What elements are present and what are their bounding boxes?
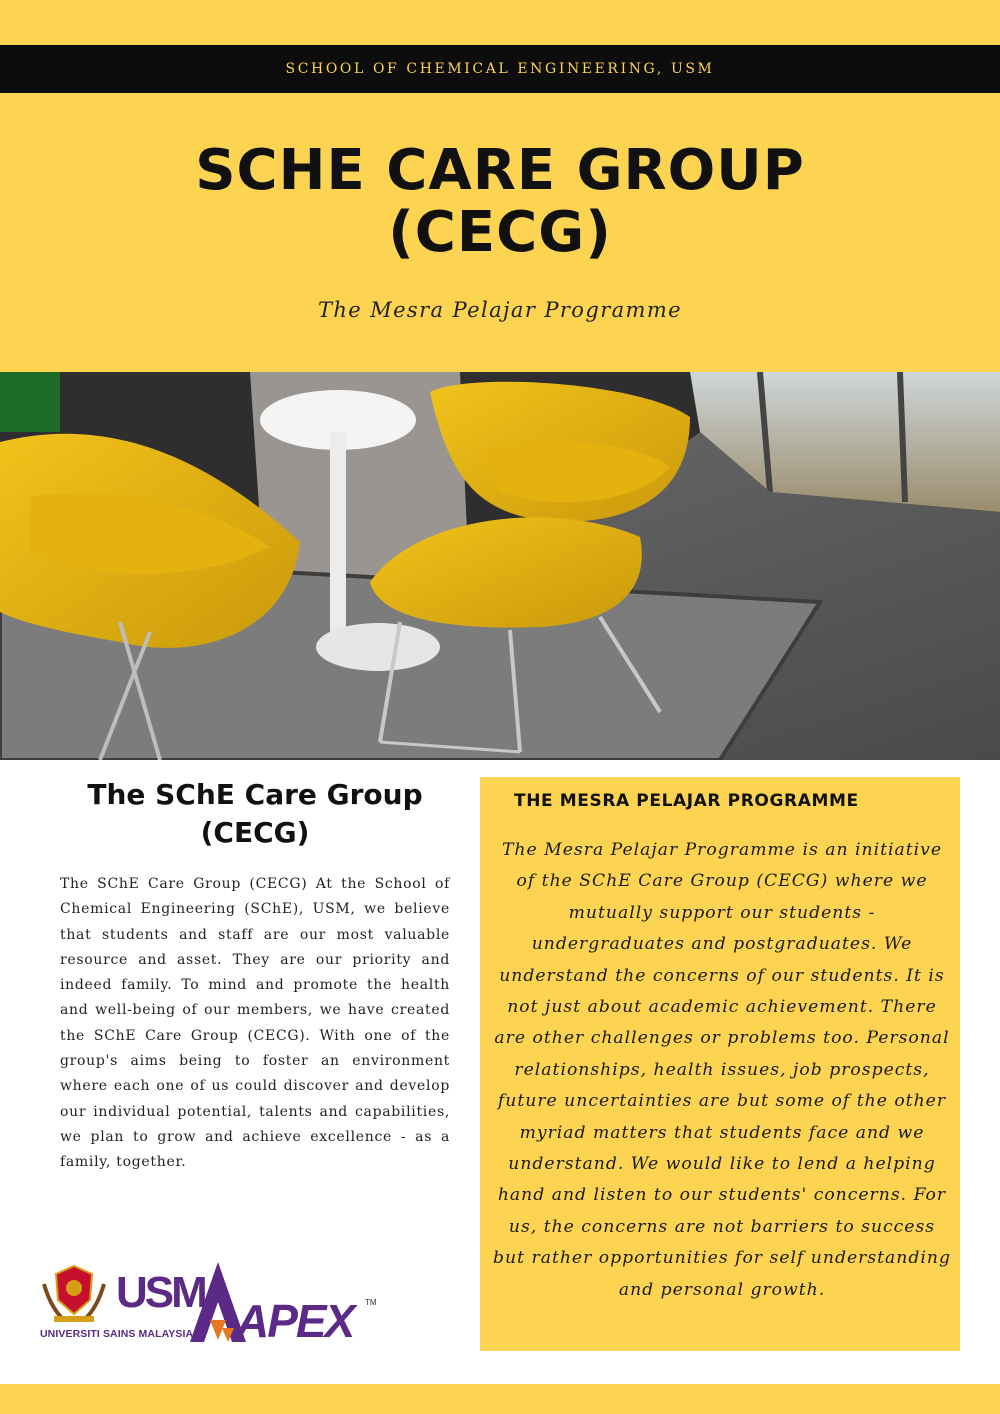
logo-strip <box>40 1262 380 1352</box>
school-banner: SCHOOL OF CHEMICAL ENGINEERING, USM <box>0 45 1000 93</box>
page-title-line1: SCHE CARE GROUP <box>195 138 805 203</box>
usm-university-name: UNIVERSITI SAINS MALAYSIA <box>40 1328 194 1340</box>
usm-crest-icon <box>40 1264 108 1324</box>
page-title <box>0 140 1000 264</box>
lounge-chairs-illustration <box>0 372 1000 760</box>
apex-trademark: TM <box>365 1298 377 1307</box>
care-group-heading <box>60 776 450 852</box>
programme-description: The Mesra Pelajar Programme is an initiative of the SChE Care Group (CECG) where we mutually support our students - undergraduates and postgraduates. We understand the concerns of our students. It is not just about academic achievement. There are other challenges or problems too. Personal relationships, health issues, job prospects, future uncertainties are but some of the other myriad matters that students face and we understand. We would like to lend a helping hand and listen to our students' concerns. For us, the concerns are not barriers to success but rather opportunities for self understanding and personal growth. <box>493 840 951 1300</box>
care-group-heading-line1: The SChE Care Group <box>87 778 423 811</box>
care-group-description: The SChE Care Group (CECG) At the School of Chemical Engineering (SChE), USM, we believe that students and staff are our most valuable resource and asset. They are our priority and indeed family. To mind and promote the health and well-being of our members, we have created the SChE Care Group (CECG). With one of the group's aims being to foster an environment where each one of us could discover and develop our individual potential, talents and capabilities, we plan to grow and achieve excellence - as a family, together. <box>60 876 450 1171</box>
page-subtitle: The Mesra Pelajar Programme <box>317 298 683 322</box>
usm-logo-text: USM <box>116 1268 205 1317</box>
programme-heading: THE MESRA PELAJAR PROGRAMME <box>514 791 859 811</box>
care-group-heading-line2: (CECG) <box>200 816 310 849</box>
footer-band <box>0 1384 1000 1414</box>
page-title-line2: (CECG) <box>388 200 612 265</box>
hero-photo <box>0 372 1000 760</box>
apex-logo-text: APEX <box>236 1295 354 1347</box>
